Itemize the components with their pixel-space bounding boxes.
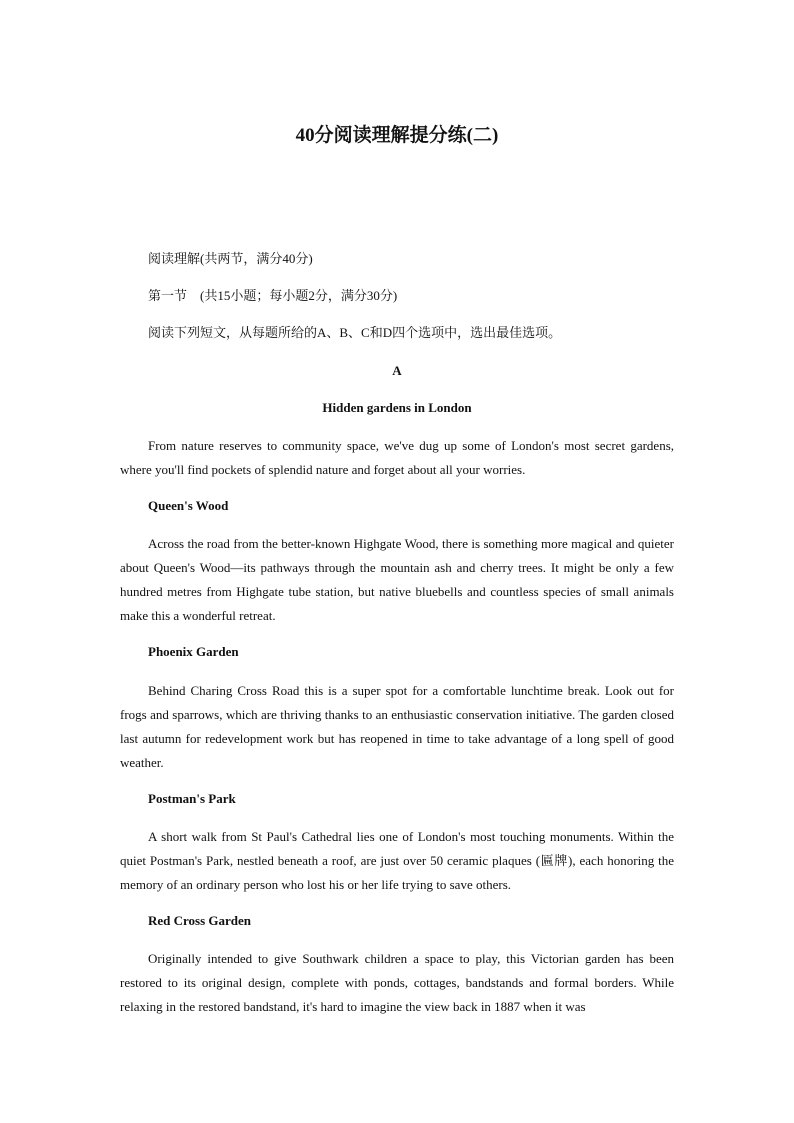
section-text-red-cross-garden: Originally intended to give Southwark children a space to play, this Victorian garden has been restored to its original design, complete with ponds, cottages, bandstands and formal borders. While relaxing in the restored bandstand, it's hard to imagine the view back in 1887 when it was — [120, 951, 674, 1014]
section-heading-red-cross-garden: Red Cross Garden — [148, 913, 252, 928]
passage-letter: A — [392, 363, 402, 378]
page-title: 40分阅读理解提分练(二) — [295, 125, 499, 146]
intro-paragraph: From nature reserves to community space, we've dug up some of London's most secret gardens, where you'll find pockets of splendid nature and forget about all your worries. — [120, 438, 674, 477]
instruction-text: 阅读下列短文，从每题所给的A、B、C和D四个选项中，选出最佳选项。 — [148, 325, 562, 340]
section-text-queens-wood: Across the road from the better-known Highgate Wood, there is something more magical and quieter about Queen's Wood—its pathways through the mountain ash and cherry trees. It might be only a few hundred metres from Highgate tube station, but native bluebells and countless species of small animals make this a wonderful retreat. — [120, 536, 674, 623]
section-text-postmans-park: A short walk from St Paul's Cathedral lies one of London's most touching monuments. Within the quiet Postman's Park, nestled beneath a roof, are just over 50 ceramic plaques (匾牌), each honoring the memory of an ordinary person who lost his or her life trying to save others. — [120, 829, 674, 892]
section-heading-phoenix-garden: Phoenix Garden — [148, 644, 239, 659]
section-heading-postmans-park: Postman's Park — [148, 791, 236, 806]
section-heading-queens-wood: Queen's Wood — [148, 498, 229, 513]
part-heading: 第一节 (共15小题；每小题2分，满分30分) — [148, 288, 398, 303]
section-text-phoenix-garden: Behind Charing Cross Road this is a super spot for a comfortable lunchtime break. Look out for frogs and sparrows, which are thriving thanks to an enthusiastic conservation initiative. The garden closed last autumn for redevelopment work but has reopened in time to take advantage of a long spell of good weather. — [120, 683, 674, 770]
section-heading: 阅读理解(共两节，满分40分) — [148, 251, 313, 266]
passage-title: Hidden gardens in London — [322, 400, 472, 415]
